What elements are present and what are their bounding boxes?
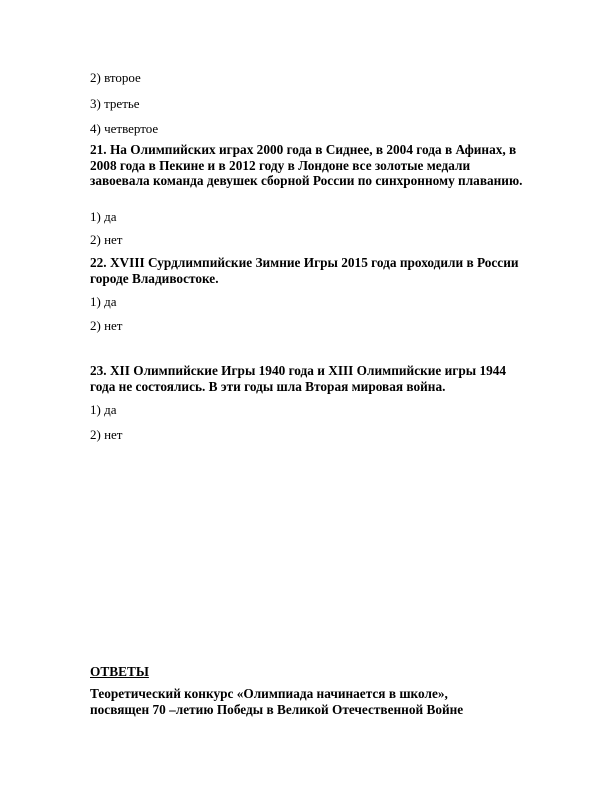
answers-heading: ОТВЕТЫ <box>90 664 149 679</box>
q23-option-no: 2) нет <box>90 427 123 442</box>
q20-option-2: 2) второе <box>90 70 141 85</box>
answers-description-line-1: Теоретический конкурс «Олимпиада начинается в школе», <box>90 686 448 701</box>
answers-description-line-2: посвящен 70 –летию Победы в Великой Отечественной Войне <box>90 702 464 717</box>
q21-option-yes: 1) да <box>90 209 117 224</box>
q20-option-3: 3) третье <box>90 96 140 111</box>
question-23: 23. XII Олимпийские Игры 1940 года и XIII Олимпийские игры 1944 года не состоялись. В эти годы шла Вторая мировая война. <box>90 363 507 394</box>
q22-option-no: 2) нет <box>90 318 123 333</box>
q23-option-yes: 1) да <box>90 402 117 417</box>
q20-option-4: 4) четвертое <box>90 121 159 136</box>
question-21: 21. На Олимпийских играх 2000 года в Сиднее, в 2004 года в Афинах, в 2008 года в Пекине и в 2012 году в Лондоне все золотые медали завоевала команда девушек сборной России по синхронному плаванию. <box>90 142 523 188</box>
q22-option-yes: 1) да <box>90 294 117 309</box>
q21-option-no: 2) нет <box>90 232 123 247</box>
answers-description <box>90 686 530 718</box>
question-22: 22. XVIII Сурдлимпийские Зимние Игры 2015 года проходили в России городе Владивостоке. <box>90 255 519 286</box>
